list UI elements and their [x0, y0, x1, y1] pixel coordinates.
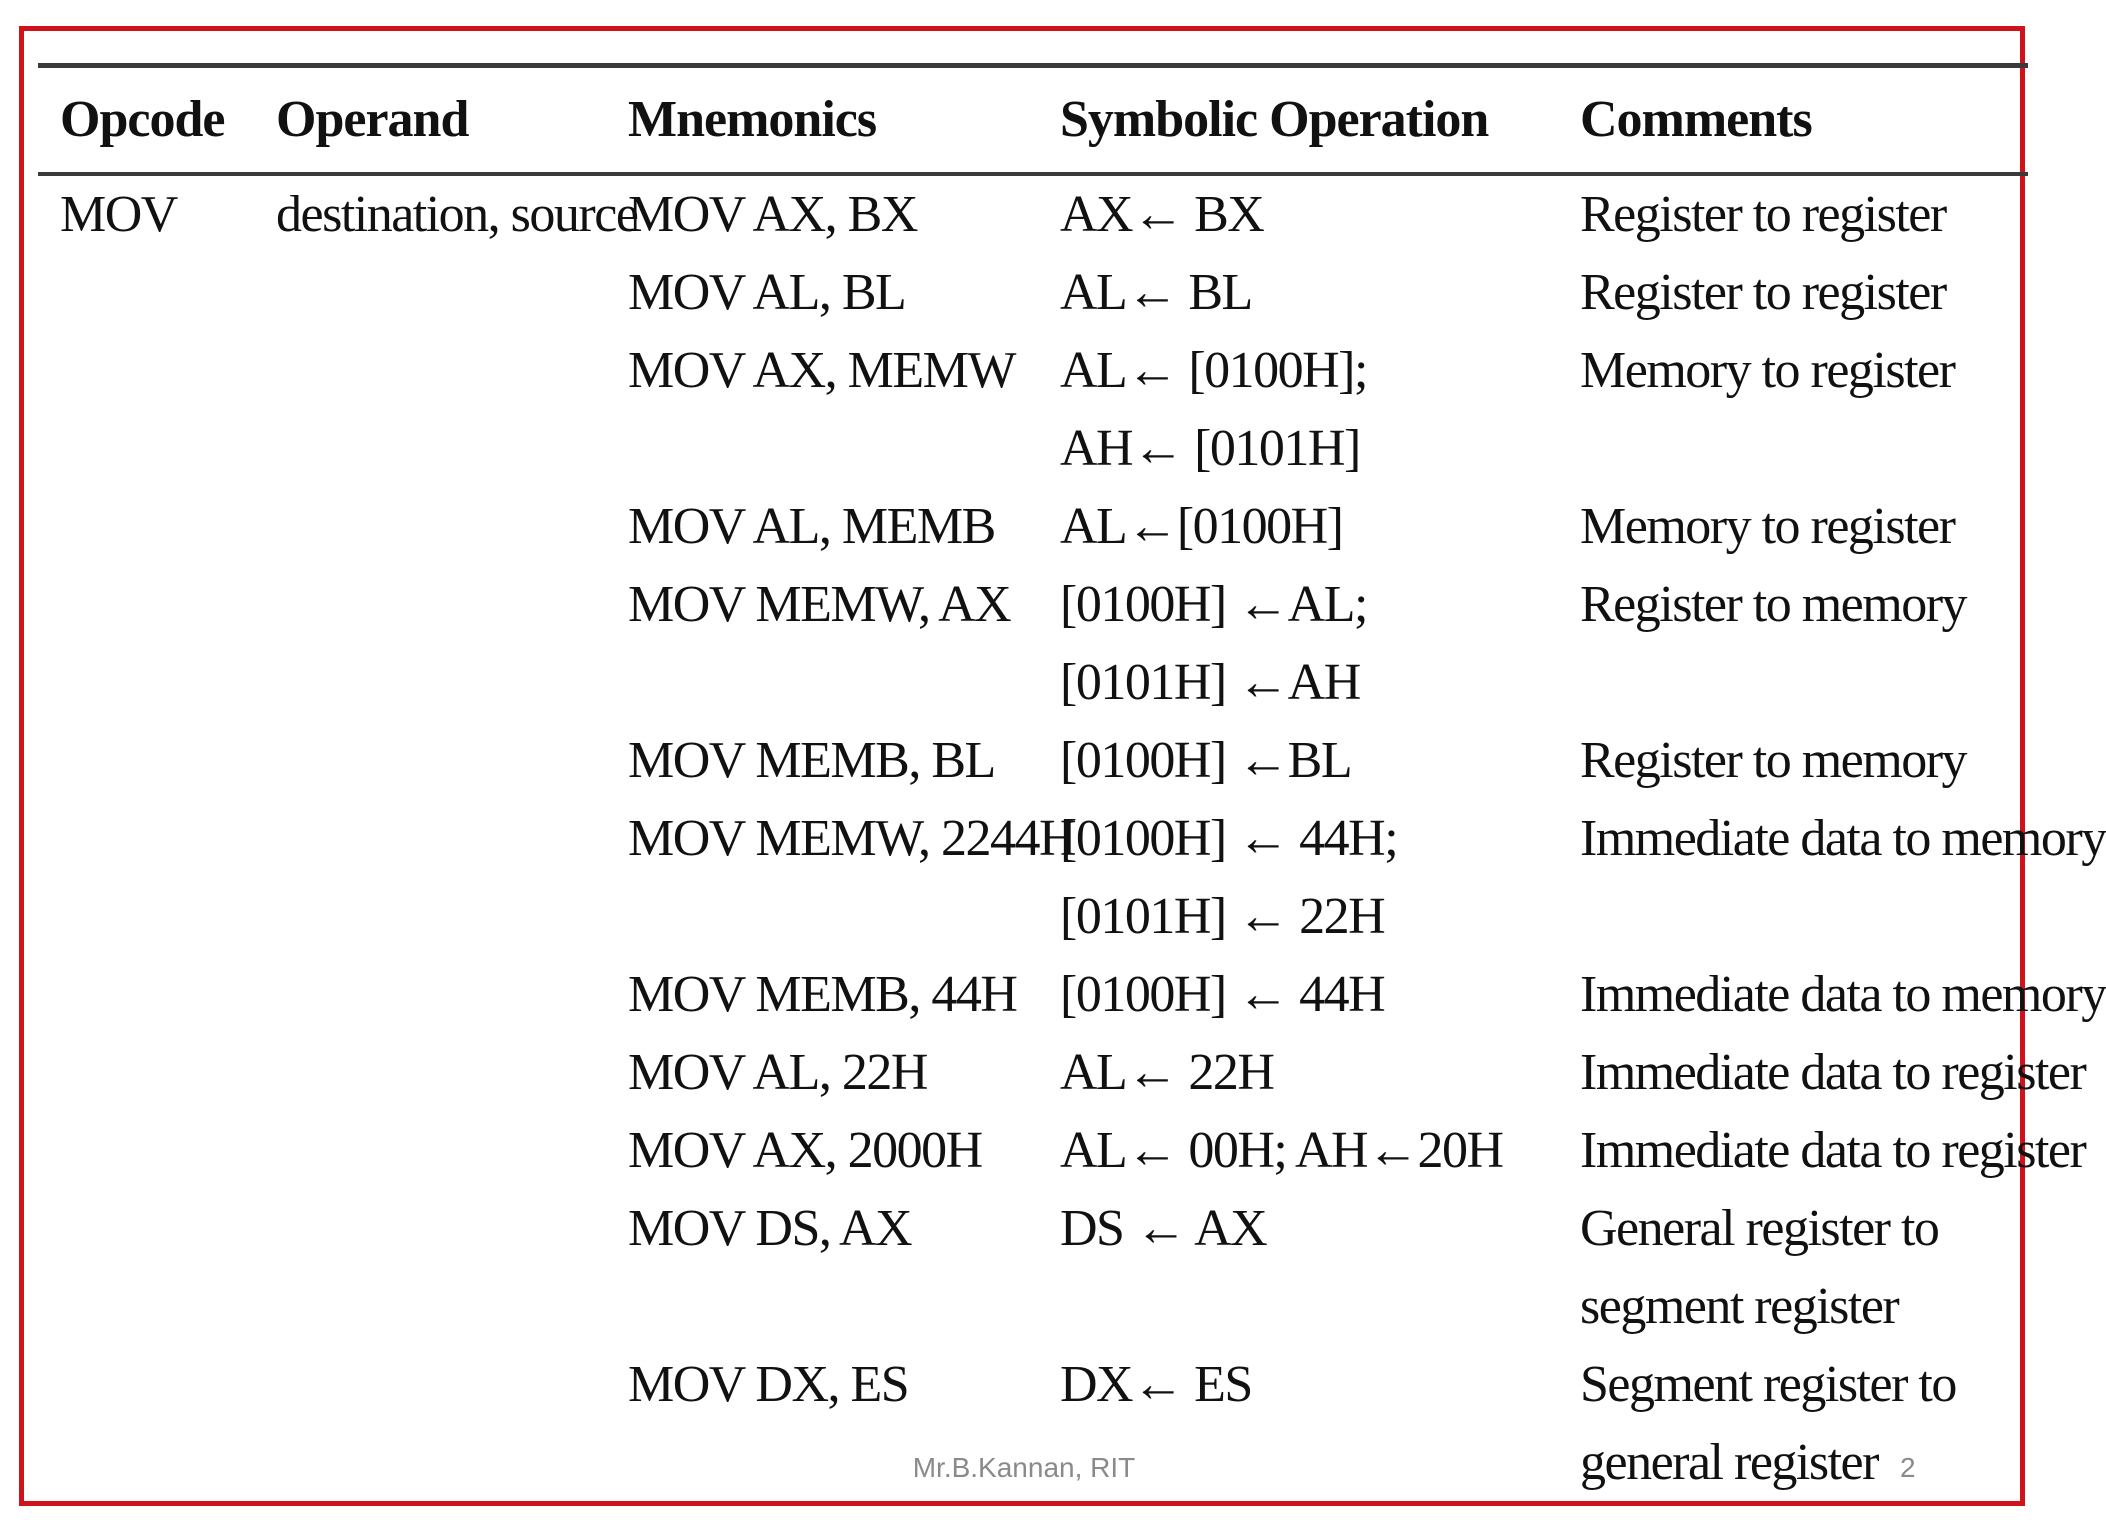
symbolic-operation-line: AL← 00H; AH←20H [1060, 1122, 1503, 1179]
symbolic-operation-line: AL← [0100H]; [1060, 342, 1367, 399]
mnemonic-cell: MOV MEMB, BL [628, 732, 995, 789]
comment-line: general register [1580, 1434, 1878, 1491]
symbolic-operation-cell [1038, 332, 1558, 488]
header-operand: Operand [276, 91, 469, 148]
opcode-cell [38, 566, 254, 722]
table-row [38, 332, 2028, 488]
slide-frame [19, 26, 2106, 1506]
table-row [38, 488, 2028, 566]
table-row [38, 176, 2028, 254]
footer-author: Mr.B.Kannan, RIT [912, 1452, 1136, 1483]
comment-line: Memory to register [1580, 498, 1955, 555]
symbolic-operation-cell [1038, 956, 1558, 1034]
comment-cell [1558, 566, 2028, 722]
table-header-row [38, 68, 2028, 172]
comment-line: General register to [1580, 1200, 1939, 1257]
comment-line: Memory to register [1580, 342, 1955, 399]
symbolic-operation-line: [0101H] ←AH [1060, 654, 1360, 711]
operand-cell [254, 722, 606, 800]
opcode-cell [38, 1034, 254, 1112]
operand-cell [254, 1190, 606, 1346]
table-row [38, 1190, 2028, 1346]
symbolic-operation-line: AH← [0101H] [1060, 420, 1360, 477]
comment-line: Immediate data to register [1580, 1044, 2086, 1101]
symbolic-operation-line: DX← ES [1060, 1356, 1252, 1413]
comment-cell [1558, 488, 2028, 566]
mnemonic-cell: MOV AX, BX [628, 186, 917, 243]
table-row [38, 956, 2028, 1034]
comment-cell [1558, 1190, 2028, 1346]
header-opcode: Opcode [60, 91, 225, 148]
opcode-cell [38, 1190, 254, 1346]
symbolic-operation-cell [1038, 566, 1558, 722]
mnemonic-cell: MOV MEMW, AX [628, 576, 1011, 633]
mnemonic-cell: MOV AX, MEMW [628, 342, 1015, 399]
symbolic-operation-line: [0100H] ←BL [1060, 732, 1352, 789]
comment-line: Immediate data to register [1580, 1122, 2086, 1179]
mnemonic-cell: MOV MEMB, 44H [628, 966, 1017, 1023]
symbolic-operation-line: [0100H] ←AL; [1060, 576, 1367, 633]
symbolic-operation-cell [1038, 488, 1558, 566]
operand-cell [254, 956, 606, 1034]
symbolic-operation-line: AL← BL [1060, 264, 1252, 321]
comment-cell [1558, 800, 2106, 956]
operand-cell [254, 332, 606, 488]
mnemonic-cell: MOV DS, AX [628, 1200, 912, 1257]
opcode-cell [38, 800, 254, 956]
symbolic-operation-line: AL←[0100H] [1060, 498, 1343, 555]
operand-cell: destination, source [276, 186, 638, 243]
operand-cell [254, 1034, 606, 1112]
symbolic-operation-cell [1038, 1034, 1558, 1112]
table-body [38, 176, 2106, 1502]
comment-line: Register to register [1580, 264, 1946, 321]
symbolic-operation-line: [0100H] ← 44H; [1060, 810, 1398, 867]
mov-instruction-table [38, 68, 2028, 172]
table-row [38, 722, 2028, 800]
mov-instruction-table-wrapper [38, 63, 2106, 1502]
comment-line: segment register [1580, 1278, 1899, 1335]
symbolic-operation-line: [0101H] ← 22H [1060, 888, 1385, 945]
comment-line: Register to memory [1580, 732, 1967, 789]
opcode-cell: MOV [60, 186, 177, 243]
symbolic-operation-cell [1038, 1112, 1558, 1190]
mnemonic-cell: MOV DX, ES [628, 1356, 909, 1413]
comment-line: Segment register to [1580, 1356, 1956, 1413]
mov-instruction-table-body [38, 176, 2106, 1502]
mnemonic-cell: MOV AL, BL [628, 264, 906, 321]
header-comments: Comments [1580, 91, 1812, 148]
comment-cell [1558, 332, 2028, 488]
table-row [38, 1112, 2028, 1190]
mnemonic-cell: MOV AL, MEMB [628, 498, 995, 555]
table-row [38, 1034, 2028, 1112]
page-number: 2 [1900, 1452, 1916, 1483]
opcode-cell [38, 488, 254, 566]
operand-cell [254, 254, 606, 332]
symbolic-operation-cell [1038, 1190, 1558, 1346]
header-mnemonics: Mnemonics [628, 91, 877, 148]
symbolic-operation-cell [1038, 722, 1558, 800]
comment-line: Immediate data to memory [1580, 966, 2106, 1023]
comment-cell [1558, 1112, 2086, 1190]
symbolic-operation-line: AL← 22H [1060, 1044, 1274, 1101]
table-row [38, 800, 2028, 956]
opcode-cell [38, 1112, 254, 1190]
comment-cell [1558, 176, 2028, 254]
table-row [38, 566, 2028, 722]
operand-cell [254, 566, 606, 722]
opcode-cell [38, 254, 254, 332]
comment-line: Register to memory [1580, 576, 1967, 633]
symbolic-operation-line: [0100H] ← 44H [1060, 966, 1385, 1023]
mnemonic-cell: MOV AX, 2000H [628, 1122, 982, 1179]
symbolic-operation-cell [1038, 176, 1558, 254]
opcode-cell [38, 956, 254, 1034]
comment-line: Immediate data to memory [1580, 810, 2106, 867]
comment-cell [1558, 722, 2028, 800]
header-symbolic-operation: Symbolic Operation [1060, 91, 1489, 148]
symbolic-operation-line: AX← BX [1060, 186, 1264, 243]
opcode-cell [38, 332, 254, 488]
operand-cell [254, 488, 606, 566]
operand-cell [254, 1112, 606, 1190]
mnemonic-cell: MOV MEMW, 2244H [628, 810, 1075, 867]
operand-cell [254, 800, 606, 956]
comment-cell [1558, 254, 2028, 332]
comment-cell [1558, 1034, 2086, 1112]
symbolic-operation-line: DS ← AX [1060, 1200, 1267, 1257]
table-row [38, 254, 2028, 332]
comment-cell [1558, 956, 2106, 1034]
symbolic-operation-cell [1038, 254, 1558, 332]
comment-line: Register to register [1580, 186, 1946, 243]
opcode-cell [38, 722, 254, 800]
mnemonic-cell: MOV AL, 22H [628, 1044, 927, 1101]
symbolic-operation-cell [1038, 800, 1558, 956]
